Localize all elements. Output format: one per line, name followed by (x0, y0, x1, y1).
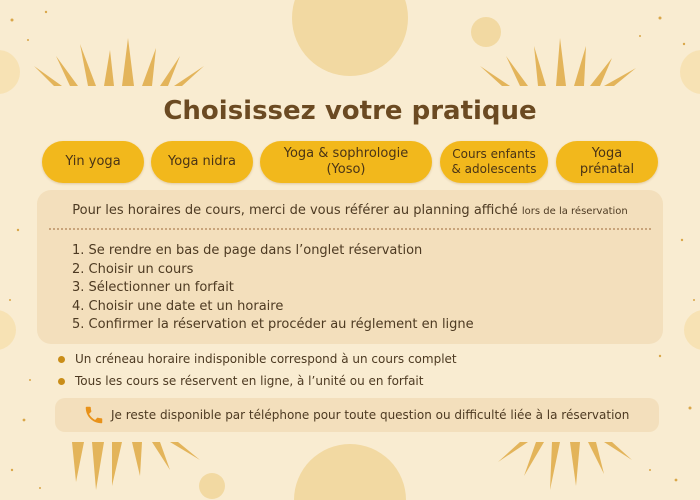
decor-blob (0, 50, 20, 94)
practice-label: Cours enfants & adolescents (451, 147, 537, 176)
contact-text: Je reste disponible par téléphone pour toute question ou difficulté liée à la réservation (111, 408, 630, 422)
note-item: Un créneau horaire indisponible correspond à un cours complet (58, 348, 457, 370)
practice-yoga-sophrologie-button[interactable] (260, 141, 432, 183)
booking-step: 2. Choisir un cours (72, 261, 194, 277)
booking-step: 5. Confirmer la réservation et procéder au réglement en ligne (72, 317, 474, 333)
sun-rays-top-left (34, 38, 204, 86)
note-item: Tous les cours se réservent en ligne, à l’unité ou en forfait (58, 370, 457, 392)
practice-yin-yoga-button[interactable] (42, 141, 144, 183)
phone-icon (83, 404, 105, 426)
practice-list (0, 141, 700, 185)
booking-step: 4. Choisir une date et un horaire (72, 298, 284, 314)
practice-label: Yoga & sophrologie (Yoso) (283, 146, 409, 177)
booking-step: 1. Se rendre en bas de page dans l’onglet réservation (72, 243, 423, 258)
decor-blob (684, 310, 700, 350)
sun-circle-small-top (471, 17, 501, 47)
notes-list (58, 348, 457, 392)
practice-label: Yoga prénatal (579, 146, 635, 177)
schedule-intro (37, 203, 663, 218)
practice-label: Yin yoga (65, 154, 121, 169)
practice-cours-enfants-button[interactable] (440, 141, 548, 183)
sun-circle-small-bottom (199, 473, 225, 499)
sun-rays-top-right (480, 38, 636, 86)
practice-label: Yoga nidra (168, 154, 236, 169)
schedule-intro-text: Pour les horaires de cours, merci de vous référer au planning affiché (72, 203, 518, 218)
dotted-divider (49, 228, 651, 230)
page-title: Choisissez votre pratique (163, 96, 537, 126)
booking-steps-list (72, 242, 474, 335)
sun-rays-bottom-right (498, 442, 632, 490)
contact-banner (55, 398, 659, 432)
booking-step: 3. Sélectionner un forfait (72, 280, 234, 296)
schedule-intro-tail: lors de la réservation (521, 206, 628, 217)
sun-rays-bottom-left (72, 442, 200, 490)
sun-circle-bottom (294, 444, 406, 500)
sun-circle-top (292, 0, 408, 76)
decor-blob (680, 50, 700, 94)
decor-blob (0, 310, 16, 350)
practice-yoga-prenatal-button[interactable] (556, 141, 658, 183)
practice-yoga-nidra-button[interactable] (151, 141, 253, 183)
booking-instructions-panel (37, 190, 663, 344)
